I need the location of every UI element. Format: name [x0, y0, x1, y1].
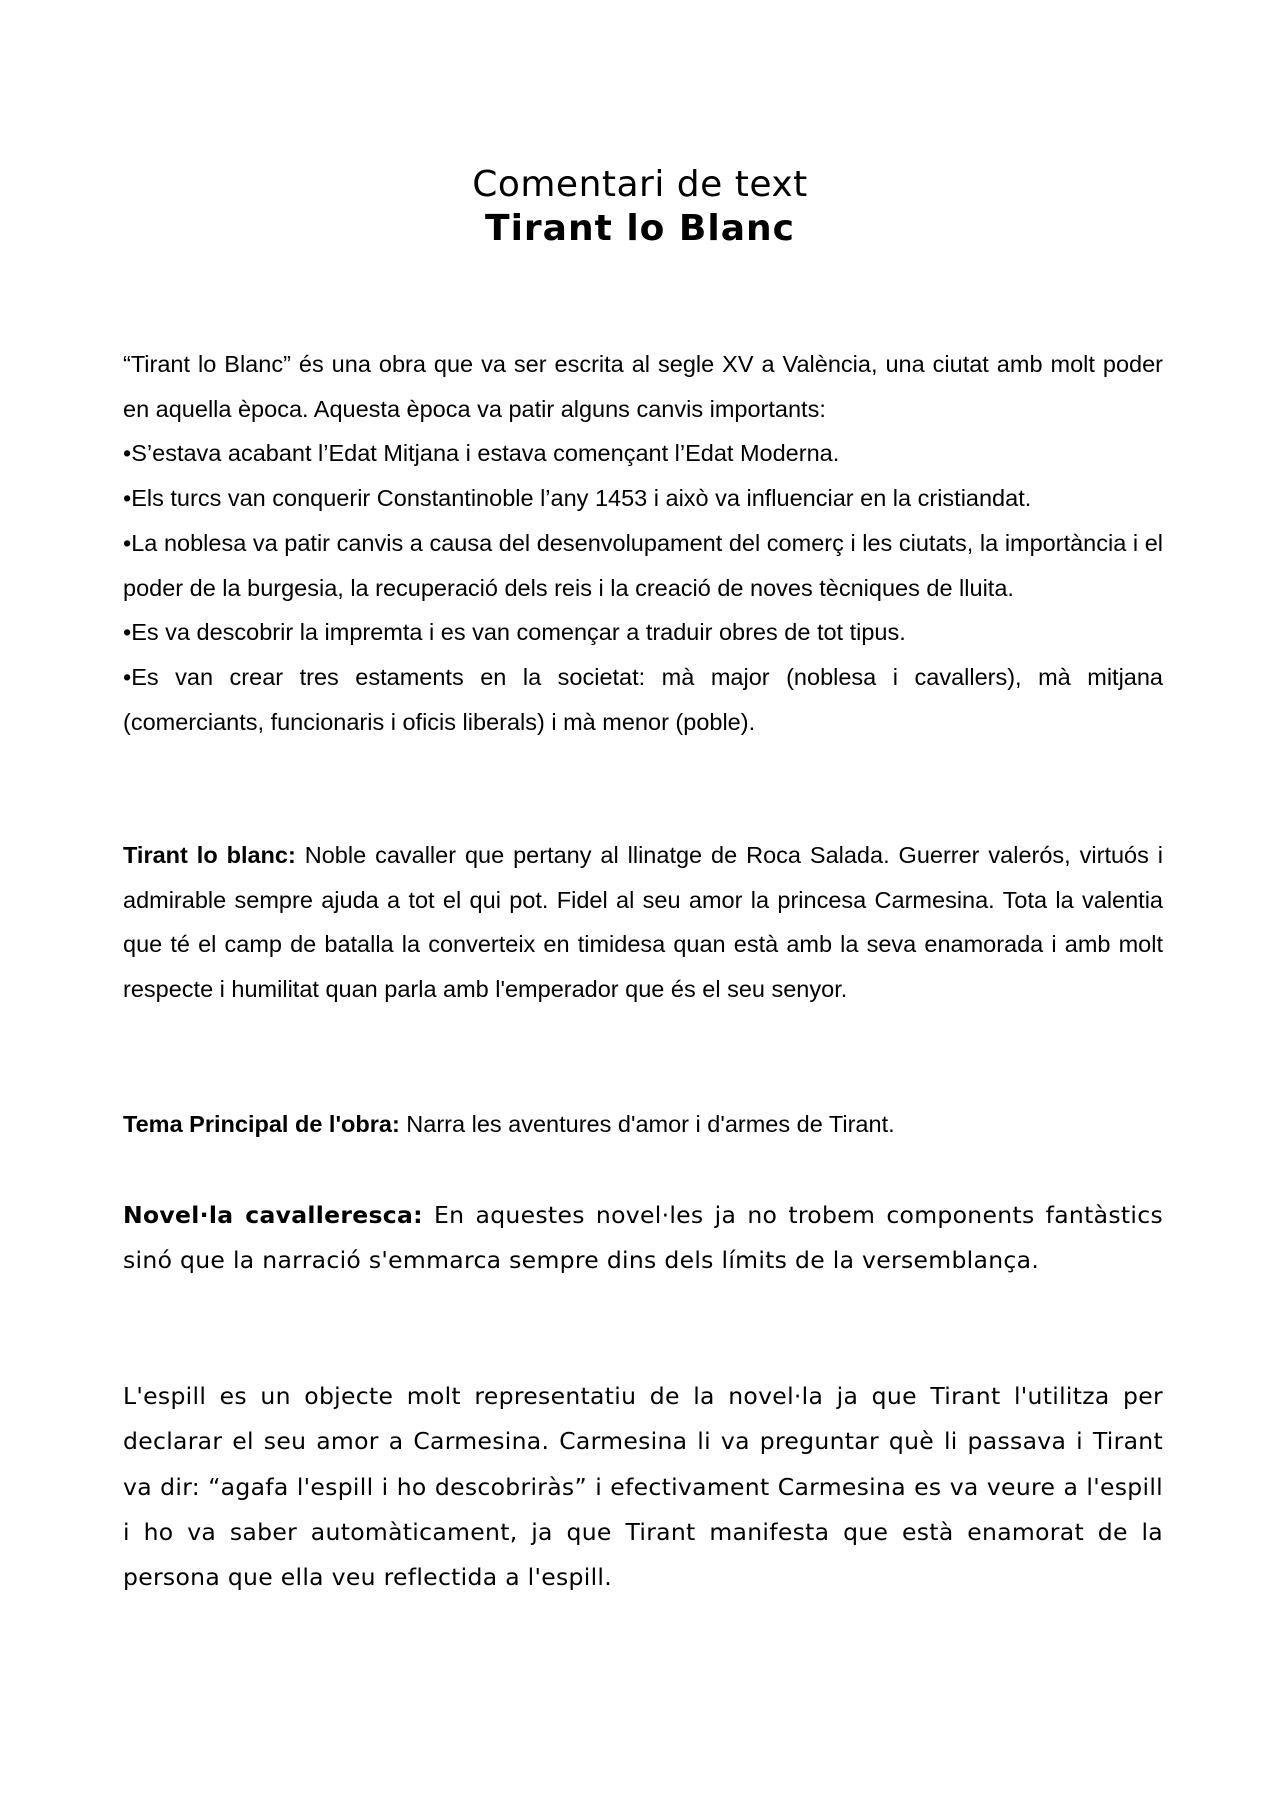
character-section [123, 833, 1163, 1012]
novel-paragraph [123, 1193, 1163, 1284]
theme-label: Tema Principal de l'obra: [123, 1111, 400, 1137]
character-label: Tirant lo blanc: [123, 842, 296, 868]
theme-section [123, 1102, 1163, 1147]
intro-paragraph: “Tirant lo Blanc” és una obra que va ser escrita al segle XV a València, una ciutat amb molt poder en aquella època. Aquesta època va patir alguns canvis importants: [123, 351, 1163, 422]
novel-text: En aquestes novel·les ja no trobem components fantàstics sinó que la narració s'emmarca sempre dins dels límits de la versemblança. [123, 1201, 1163, 1275]
mirror-paragraph: L'espill es un objecte molt representatiu de la novel·la ja que Tirant l'utilitza per declarar el seu amor a Carmesina. Carmesina li va preguntar què li passava i Tirant va dir: “agafa l'espill i ho descobriràs” i efectivament Carmesina es va veure a l'espill i ho va saber automàticament, ja que Tirant manifesta que està enamorat de la persona que ella veu reflectida a l'espill. [123, 1382, 1163, 1592]
bullet-item: •Es van crear tres estaments en la societat: mà major (noblesa i cavallers), mà mitjana (comerciants, funcionaris i oficis liberals) i mà menor (poble). [123, 663, 1163, 735]
mirror-section [123, 1374, 1163, 1600]
bullet-item: •Els turcs van conquerir Constantinoble l’any 1453 i això va influenciar en la cristiandat. [123, 485, 1032, 512]
context-section [123, 342, 1163, 744]
theme-paragraph [123, 1102, 1163, 1147]
character-text: Noble cavaller que pertany al llinatge de Roca Salada. Guerrer valerós, virtuós i admirable sempre ajuda a tot el qui pot. Fidel al seu amor la princesa Carmesina. Tota la valentia que té el camp de batalla la converteix en timidesa quan està amb la seva enamorada i amb molt respecte i humilitat quan parla amb l'emperador que és el seu senyor. [123, 842, 1164, 1003]
theme-text: Narra les aventures d'amor i d'armes de Tirant. [399, 1111, 895, 1137]
character-paragraph [123, 833, 1163, 1012]
bullet-item: •La noblesa va patir canvis a causa del desenvolupament del comerç i les ciutats, la importància i el poder de la burgesia, la recuperació dels reis i la creació de noves tècniques de lluita. [123, 529, 1163, 601]
document-subtitle: Tirant lo Blanc [485, 208, 795, 249]
bullet-item: •Es va descobrir la impremta i es van començar a traduir obres de tot tipus. [123, 619, 906, 646]
document-title: Comentari de text [472, 164, 808, 205]
novel-section [123, 1193, 1163, 1284]
title-block [0, 163, 1280, 251]
novel-label: Novel·la cavalleresca: [123, 1201, 423, 1229]
bullet-item: •S’estava acabant l’Edat Mitjana i estava començant l’Edat Moderna. [123, 440, 840, 467]
